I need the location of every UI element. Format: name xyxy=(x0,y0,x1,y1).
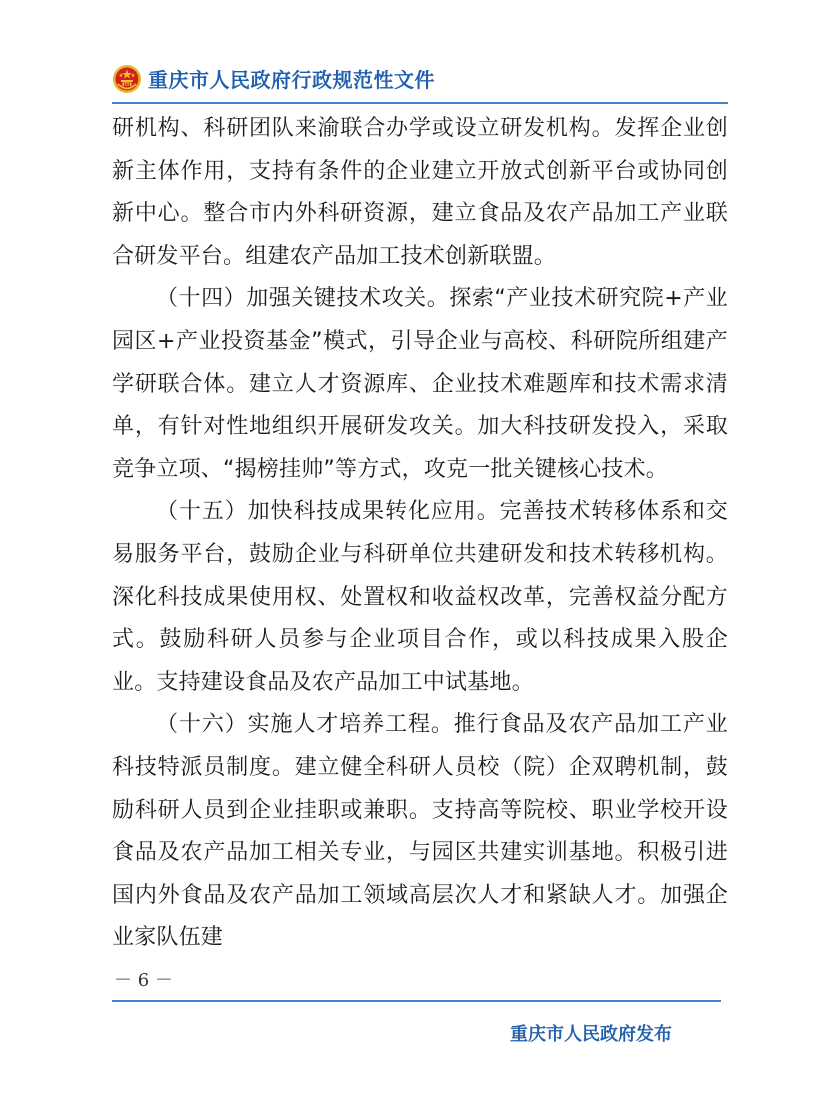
header-divider xyxy=(112,102,728,104)
footer-publisher: 重庆市人民政府发布 xyxy=(510,1024,672,1045)
paragraph: （十四）加强关键技术攻关。探索“产业技术研究院+产业园区+产业投资基金”模式，引导企业与高校、科研院所组建产学研联合体。建立人才资源库、企业技术难题库和技术需求清单，有针对性地组织开展研发攻关。加大科技研发投入，采取竞争立项、“揭榜挂帅”等方式，攻克一批关键核心技术。 xyxy=(112,286,728,482)
paragraph: （十六）实施人才培养工程。推行食品及农产品加工产业科技特派员制度。建立健全科研人员校（院）企双聘机制，鼓励科研人员到企业挂职或兼职。支持高等院校、职业学校开设食品及农产品加工相关专业，与园区共建实训基地。积极引进国内外食品及农产品加工领域高层次人才和紧缺人才。加强企业家队伍建 xyxy=(112,712,728,951)
footer-divider xyxy=(112,1000,721,1002)
national-emblem-icon xyxy=(112,64,142,94)
paragraph: 研机构、科研团队来渝联合办学或设立研发机构。发挥企业创新主体作用，支持有条件的企业建立开放式创新平台或协同创新中心。整合市内外科研资源，建立食品及农产品加工产业联合研发平台。组建农产品加工技术创新联盟。 xyxy=(112,116,728,269)
document-body xyxy=(112,108,728,960)
header-title: 重庆市人民政府行政规范性文件 xyxy=(148,68,435,92)
document-header xyxy=(112,62,728,102)
page-number: － 6 － xyxy=(114,970,173,991)
paragraph: （十五）加快科技成果转化应用。完善技术转移体系和交易服务平台，鼓励企业与科研单位共建研发和技术转移机构。深化科技成果使用权、处置权和收益权改革，完善权益分配方式。鼓励科研人员参与企业项目合作，或以科技成果入股企业。支持建设食品及农产品加工中试基地。 xyxy=(112,499,728,695)
